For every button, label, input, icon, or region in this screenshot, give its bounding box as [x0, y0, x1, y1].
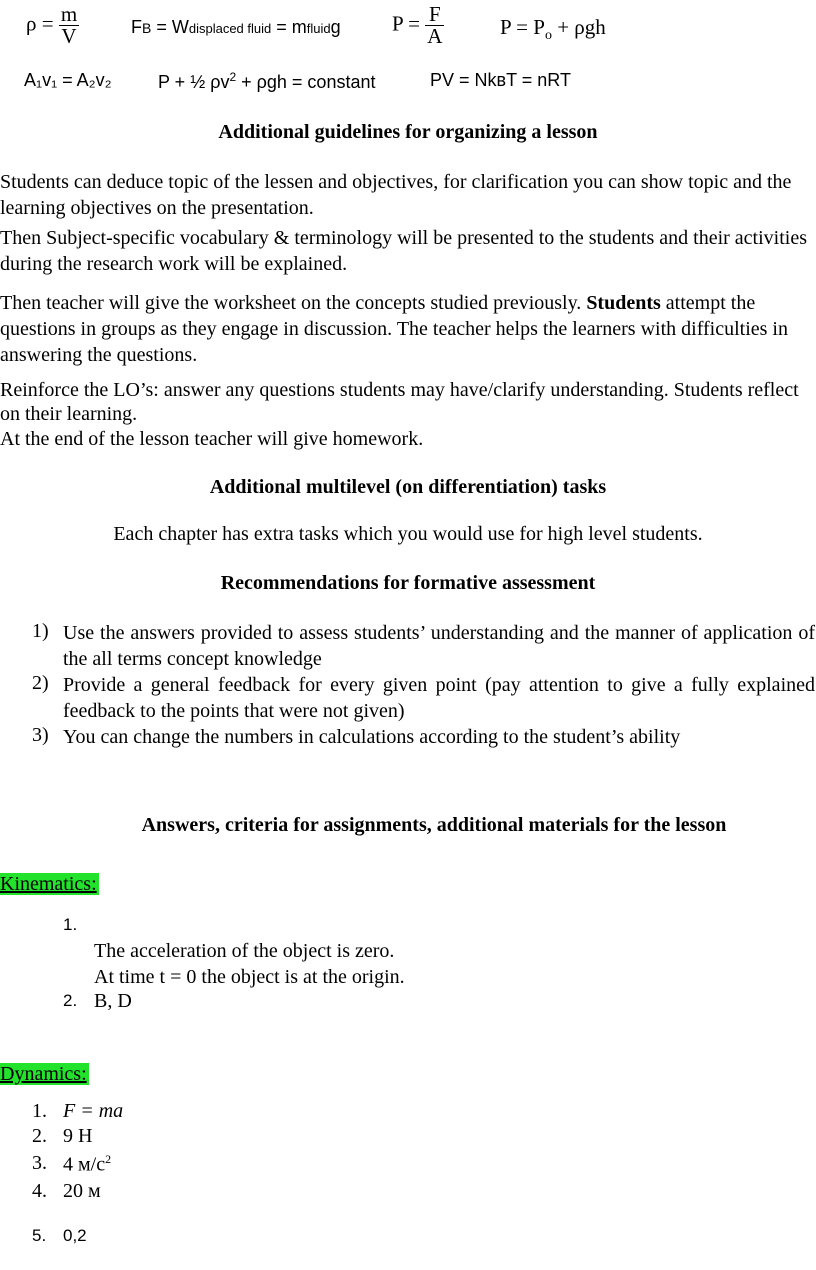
paragraph-vocabulary: Then Subject-specific vocabulary & terminology will be presented to the students and their activities during the research work will be explained. — [0, 227, 807, 275]
hydro-b: + ρgh — [551, 15, 606, 39]
dynamics-num-3: 3. — [32, 1152, 47, 1174]
kinematics-answer-1a: The acceleration of the object is zero. — [94, 940, 395, 962]
heading-guidelines: Additional guidelines for organizing a lesson — [218, 121, 598, 143]
pressure-lhs: P = — [392, 11, 420, 36]
worksheet-text-b: attempt the questions in groups as they engage in discussion. The teacher helps the learners with difficulties in answering the questions. — [0, 292, 788, 366]
ideal-gas-formula: PV = NkʙT = nRT — [430, 70, 571, 90]
bernoulli-formula — [158, 70, 375, 93]
dynamics-answer-1: F = ma — [63, 1100, 124, 1122]
continuity-formula: A₁v₁ = A₂v₂ — [24, 70, 112, 90]
buoyancy-eq2: = m — [271, 17, 307, 37]
paragraph-topic: Students can deduce topic of the lessen and objectives, for clarification you can show topic and the learning objectives on the presentation. — [0, 171, 792, 219]
formative-num-2: 2) — [32, 672, 49, 694]
bernoulli-b: + ρgh = constant — [236, 72, 376, 92]
kinematics-answer-2: B, D — [94, 990, 132, 1012]
formative-item-2: Provide a general feedback for every given point (pay attention to give a fully explained feedback to the points that were not given) — [63, 674, 815, 722]
dynamics-answer-2: 9 Н — [63, 1125, 93, 1147]
density-fraction — [59, 4, 79, 47]
heading-formative: Recommendations for formative assessment — [220, 572, 596, 594]
dynamics-num-4: 4. — [32, 1180, 47, 1202]
dynamics-answer-3 — [63, 1152, 111, 1177]
pressure-numerator: F — [425, 4, 444, 26]
buoyancy-w-sub: displaced fluid — [188, 21, 272, 36]
multilevel-text: Each chapter has extra tasks which you would use for high level students. — [113, 523, 703, 545]
heading-multilevel: Additional multilevel (on differentiation) tasks — [209, 476, 607, 498]
dynamics-num-5: 5. — [32, 1226, 47, 1245]
dynamics-label — [0, 1063, 89, 1086]
paragraph-reinforce: Reinforce the LO’s: answer any questions students may have/clarify understanding. Students reflect on their learning. — [0, 379, 799, 425]
kinematics-num-1: 1. — [63, 915, 78, 934]
buoyancy-fb: F — [131, 17, 142, 37]
density-denominator: V — [61, 24, 77, 48]
kinematics-label — [0, 873, 99, 896]
formative-item-1: Use the answers provided to assess students’ understanding and the manner of application of the all terms concept knowledge — [63, 622, 815, 670]
pressure-formula — [392, 4, 444, 47]
pressure-fraction — [425, 4, 444, 47]
dynamics-answer-5: 0,2 — [63, 1226, 87, 1245]
formative-item-3: You can change the numbers in calculations according to the student’s ability — [63, 726, 681, 748]
paragraph-worksheet — [0, 290, 812, 368]
dynamics-answer-3-sup: 2 — [105, 1152, 112, 1166]
worksheet-text-a: Then teacher will give the worksheet on the concepts studied previously. — [0, 292, 587, 314]
pressure-denominator: A — [427, 24, 443, 48]
dynamics-answer-3-text: 4 м/с — [63, 1153, 106, 1176]
hydrostatic-formula — [500, 15, 606, 44]
dynamics-label-text: Dynamics: — [0, 1063, 87, 1085]
buoyancy-formula — [131, 17, 341, 38]
hydro-a: P = P — [500, 15, 545, 39]
buoyancy-fb-sub: B — [142, 20, 152, 36]
density-formula — [26, 4, 79, 47]
bernoulli-sup: 2 — [229, 70, 237, 84]
formative-num-1: 1) — [32, 620, 49, 642]
density-numerator: m — [60, 2, 78, 26]
heading-answers: Answers, criteria for assignments, additional materials for the lesson — [141, 814, 727, 836]
hydro-sub: o — [544, 28, 552, 44]
density-lhs: ρ = — [26, 11, 54, 36]
kinematics-answer-1b: At time t = 0 the object is at the origin. — [94, 966, 405, 988]
buoyancy-m-sub: fluid — [306, 21, 331, 36]
buoyancy-tail: g — [330, 17, 341, 37]
kinematics-num-2: 2. — [63, 991, 78, 1010]
worksheet-bold: Students — [586, 292, 661, 314]
bernoulli-a: P + ½ ρv — [158, 72, 230, 92]
formative-num-3: 3) — [32, 724, 49, 746]
dynamics-num-1: 1. — [32, 1100, 47, 1122]
dynamics-num-2: 2. — [32, 1125, 47, 1147]
dynamics-answer-4: 20 м — [63, 1180, 101, 1202]
buoyancy-eq1: = W — [151, 17, 189, 37]
paragraph-homework: At the end of the lesson teacher will give homework. — [0, 428, 424, 450]
kinematics-label-text: Kinematics: — [0, 873, 97, 895]
